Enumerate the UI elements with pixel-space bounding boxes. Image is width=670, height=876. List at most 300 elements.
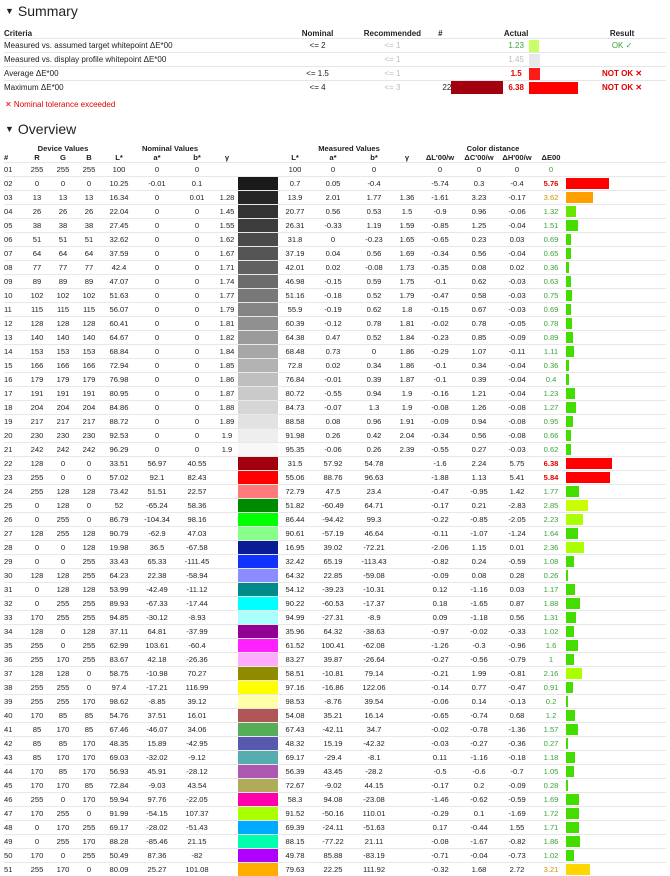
nominal-a: 0 bbox=[136, 373, 178, 387]
color-swatch bbox=[238, 401, 278, 415]
g-value: 255 bbox=[50, 527, 76, 541]
nominal-a: 0 bbox=[136, 219, 178, 233]
delta-h: 1.55 bbox=[498, 821, 536, 835]
delta-e: 0.95 bbox=[536, 415, 566, 429]
sample-index: 02 bbox=[4, 177, 24, 191]
nominal-gamma bbox=[216, 793, 238, 807]
delta-h: -0.03 bbox=[498, 443, 536, 457]
measured-l: 68.48 bbox=[278, 345, 312, 359]
result-cell: OK ✓ bbox=[578, 39, 666, 53]
sample-swatch-cell bbox=[451, 53, 503, 67]
delta-c: 0.62 bbox=[460, 275, 498, 289]
measured-gamma bbox=[394, 177, 420, 191]
delta-e: 0.28 bbox=[536, 779, 566, 793]
measured-b: 79.14 bbox=[354, 667, 394, 681]
nominal-gamma: 1.55 bbox=[216, 219, 238, 233]
nominal-a: 25.27 bbox=[136, 863, 178, 876]
nominal-gamma: 1.85 bbox=[216, 359, 238, 373]
delta-l: -0.47 bbox=[420, 485, 460, 499]
sample-index: 01 bbox=[4, 163, 24, 177]
g-value: 204 bbox=[50, 401, 76, 415]
r-value: 204 bbox=[24, 401, 50, 415]
g-value: 0 bbox=[50, 793, 76, 807]
measured-a-col-header: a* bbox=[312, 153, 354, 163]
delta-e-bar bbox=[566, 654, 574, 665]
delta-e-bar-cell bbox=[566, 709, 666, 723]
delta-h: -0.81 bbox=[498, 667, 536, 681]
nominal-b: 0 bbox=[178, 401, 216, 415]
measured-a: 0.56 bbox=[312, 205, 354, 219]
measured-a: 0.08 bbox=[312, 415, 354, 429]
b-value: 255 bbox=[76, 611, 102, 625]
b-value: 179 bbox=[76, 373, 102, 387]
measured-gamma: 1.86 bbox=[394, 359, 420, 373]
r-value: 85 bbox=[24, 737, 50, 751]
overview-row bbox=[4, 681, 666, 695]
nominal-b-col-header: b* bbox=[178, 153, 216, 163]
measured-a: 35.21 bbox=[312, 709, 354, 723]
nominal-l: 94.85 bbox=[102, 611, 136, 625]
measured-a: -0.07 bbox=[312, 401, 354, 415]
delta-e-bar-cell bbox=[566, 499, 666, 513]
overview-row bbox=[4, 373, 666, 387]
measured-gamma bbox=[394, 639, 420, 653]
color-swatch bbox=[238, 597, 278, 611]
nominal-a: 0 bbox=[136, 317, 178, 331]
delta-c: 0.58 bbox=[460, 289, 498, 303]
measured-gamma: 1.91 bbox=[394, 415, 420, 429]
nominal-l: 91.99 bbox=[102, 807, 136, 821]
delta-h: -1.69 bbox=[498, 807, 536, 821]
nominal-b: 0 bbox=[178, 443, 216, 457]
sample-index: 51 bbox=[4, 863, 24, 876]
delta-e: 5.76 bbox=[536, 177, 566, 191]
nominal-b: 70.27 bbox=[178, 667, 216, 681]
nominal-a: -104.34 bbox=[136, 513, 178, 527]
r-value: 89 bbox=[24, 275, 50, 289]
r-value: 255 bbox=[24, 471, 50, 485]
sample-index: 30 bbox=[4, 569, 24, 583]
nominal-a: 92.1 bbox=[136, 471, 178, 485]
r-value: 242 bbox=[24, 443, 50, 457]
delta-e: 1.64 bbox=[536, 527, 566, 541]
measured-a: -0.33 bbox=[312, 219, 354, 233]
nominal-gamma: 1.9 bbox=[216, 443, 238, 457]
delta-e: 1.32 bbox=[536, 205, 566, 219]
delta-e-bar bbox=[566, 304, 571, 315]
delta-e-bar-cell bbox=[566, 401, 666, 415]
collapse-triangle-icon[interactable]: ▼ bbox=[5, 124, 14, 134]
r-value: 0 bbox=[24, 499, 50, 513]
overview-row bbox=[4, 793, 666, 807]
measured-a: -60.53 bbox=[312, 597, 354, 611]
r-value: 26 bbox=[24, 205, 50, 219]
measured-gamma bbox=[394, 835, 420, 849]
measured-a: -8.76 bbox=[312, 695, 354, 709]
r-value: 85 bbox=[24, 751, 50, 765]
nominal-b: -22.05 bbox=[178, 793, 216, 807]
r-value: 179 bbox=[24, 373, 50, 387]
delta-e-bar-cell bbox=[566, 751, 666, 765]
measured-gamma: 1.8 bbox=[394, 303, 420, 317]
g-value: 77 bbox=[50, 261, 76, 275]
device-values-header: Device Values bbox=[24, 144, 102, 153]
delta-h: -0.04 bbox=[498, 247, 536, 261]
overview-row bbox=[4, 275, 666, 289]
measured-a: -0.55 bbox=[312, 387, 354, 401]
g-value: 0 bbox=[50, 457, 76, 471]
r-value: 170 bbox=[24, 765, 50, 779]
delta-h: -0.03 bbox=[498, 275, 536, 289]
nominal-cell bbox=[280, 53, 356, 67]
actual-bar-cell bbox=[529, 81, 578, 95]
overview-heading[interactable] bbox=[5, 120, 670, 138]
delta-e-bar bbox=[566, 206, 576, 217]
delta-c: 0.2 bbox=[460, 779, 498, 793]
delta-h: -0.11 bbox=[498, 345, 536, 359]
measured-a: -77.22 bbox=[312, 835, 354, 849]
summary-header-row bbox=[4, 28, 666, 39]
r-value: 230 bbox=[24, 429, 50, 443]
nominal-a-col-header: a* bbox=[136, 153, 178, 163]
nominal-l: 50.49 bbox=[102, 849, 136, 863]
nominal-a: 87.36 bbox=[136, 849, 178, 863]
g-col-header: G bbox=[50, 153, 76, 163]
actual-bar bbox=[529, 68, 540, 80]
delta-e: 1.18 bbox=[536, 751, 566, 765]
delta-l: 0.09 bbox=[420, 611, 460, 625]
g-value: 38 bbox=[50, 219, 76, 233]
nominal-gamma bbox=[216, 863, 238, 876]
measured-gamma bbox=[394, 667, 420, 681]
collapse-triangle-icon[interactable]: ▼ bbox=[5, 6, 14, 16]
measured-b: 0.59 bbox=[354, 275, 394, 289]
delta-l: -0.65 bbox=[420, 233, 460, 247]
measured-l: 72.67 bbox=[278, 779, 312, 793]
delta-h: 0.02 bbox=[498, 261, 536, 275]
delta-c: 0.3 bbox=[460, 177, 498, 191]
delta-e: 0.89 bbox=[536, 331, 566, 345]
g-value: 0 bbox=[50, 471, 76, 485]
g-value: 217 bbox=[50, 415, 76, 429]
delta-e-bar bbox=[566, 682, 573, 693]
nominal-l: 27.45 bbox=[102, 219, 136, 233]
overview-row bbox=[4, 387, 666, 401]
nominal-gamma bbox=[216, 177, 238, 191]
nominal-gamma: 1.62 bbox=[216, 233, 238, 247]
overview-group-header-row bbox=[4, 144, 666, 153]
measured-gamma bbox=[394, 485, 420, 499]
sample-index: 46 bbox=[4, 793, 24, 807]
actual-bar-cell bbox=[529, 67, 578, 81]
nominal-b: 0 bbox=[178, 163, 216, 177]
sample-index: 31 bbox=[4, 583, 24, 597]
nominal-l: 68.84 bbox=[102, 345, 136, 359]
r-value: 170 bbox=[24, 807, 50, 821]
summary-heading[interactable] bbox=[5, 2, 670, 20]
delta-e-col-header: ΔE00 bbox=[536, 153, 566, 163]
b-value: 170 bbox=[76, 793, 102, 807]
sample-index: 35 bbox=[4, 639, 24, 653]
measured-l: 94.99 bbox=[278, 611, 312, 625]
delta-l: -0.1 bbox=[420, 373, 460, 387]
color-swatch bbox=[238, 191, 278, 205]
r-value: 0 bbox=[24, 513, 50, 527]
delta-h: -0.09 bbox=[498, 779, 536, 793]
delta-c: 0.94 bbox=[460, 415, 498, 429]
measured-a: 100.41 bbox=[312, 639, 354, 653]
measured-a: 39.87 bbox=[312, 653, 354, 667]
criteria-cell: Measured vs. assumed target whitepoint ΔE*00 bbox=[4, 39, 280, 53]
delta-e-bar bbox=[566, 668, 582, 679]
delta-e: 1.05 bbox=[536, 765, 566, 779]
measured-a: -0.15 bbox=[312, 275, 354, 289]
nominal-gamma: 1.84 bbox=[216, 345, 238, 359]
delta-c: -0.44 bbox=[460, 821, 498, 835]
delta-c: 1.21 bbox=[460, 387, 498, 401]
r-value: 102 bbox=[24, 289, 50, 303]
delta-l: 0 bbox=[420, 163, 460, 177]
delta-l: -0.15 bbox=[420, 303, 460, 317]
b-value: 140 bbox=[76, 331, 102, 345]
measured-gamma: 1.5 bbox=[394, 205, 420, 219]
delta-e: 1.6 bbox=[536, 639, 566, 653]
delta-h: -0.7 bbox=[498, 765, 536, 779]
measured-l: 69.17 bbox=[278, 751, 312, 765]
delta-e-bar-cell bbox=[566, 807, 666, 821]
measured-gamma bbox=[394, 541, 420, 555]
nominal-a: -10.98 bbox=[136, 667, 178, 681]
measured-gamma: 1.87 bbox=[394, 373, 420, 387]
nominal-a: 0 bbox=[136, 443, 178, 457]
nominal-a: 0 bbox=[136, 205, 178, 219]
delta-l: 0.12 bbox=[420, 583, 460, 597]
r-value: 51 bbox=[24, 233, 50, 247]
delta-e-bar-cell bbox=[566, 779, 666, 793]
b-value: 230 bbox=[76, 429, 102, 443]
delta-l: 0.18 bbox=[420, 597, 460, 611]
nominal-a: -0.01 bbox=[136, 177, 178, 191]
g-value: 128 bbox=[50, 499, 76, 513]
g-value: 140 bbox=[50, 331, 76, 345]
overview-row bbox=[4, 723, 666, 737]
r-value: 255 bbox=[24, 639, 50, 653]
overview-row bbox=[4, 289, 666, 303]
measured-l: 90.22 bbox=[278, 597, 312, 611]
nominal-l: 90.79 bbox=[102, 527, 136, 541]
measured-a: -94.42 bbox=[312, 513, 354, 527]
nominal-a: 0 bbox=[136, 289, 178, 303]
nominal-a: 0 bbox=[136, 163, 178, 177]
nominal-l: 56.07 bbox=[102, 303, 136, 317]
nominal-l: 92.53 bbox=[102, 429, 136, 443]
delta-e: 0 bbox=[536, 163, 566, 177]
delta-e-bar-cell bbox=[566, 219, 666, 233]
delta-e-bar-cell bbox=[566, 653, 666, 667]
measured-l: 83.27 bbox=[278, 653, 312, 667]
actual-bar-cell bbox=[529, 39, 578, 53]
measured-gamma bbox=[394, 625, 420, 639]
overview-row bbox=[4, 569, 666, 583]
measured-a: -16.86 bbox=[312, 681, 354, 695]
delta-h: -0.18 bbox=[498, 751, 536, 765]
delta-l: -0.65 bbox=[420, 709, 460, 723]
measured-b: 1.3 bbox=[354, 401, 394, 415]
b-value: 128 bbox=[76, 317, 102, 331]
delta-e: 0.26 bbox=[536, 569, 566, 583]
g-value: 170 bbox=[50, 751, 76, 765]
overview-row bbox=[4, 863, 666, 876]
delta-l: -0.32 bbox=[420, 863, 460, 876]
color-swatch bbox=[238, 611, 278, 625]
delta-c: 0.14 bbox=[460, 695, 498, 709]
measured-b: 0 bbox=[354, 345, 394, 359]
nominal-b: 0 bbox=[178, 233, 216, 247]
b-value: 191 bbox=[76, 387, 102, 401]
measured-l: 46.98 bbox=[278, 275, 312, 289]
delta-h: -0.59 bbox=[498, 793, 536, 807]
measured-a: 0.02 bbox=[312, 359, 354, 373]
sample-index: 09 bbox=[4, 275, 24, 289]
measured-gamma bbox=[394, 471, 420, 485]
measured-l: 76.84 bbox=[278, 373, 312, 387]
sample-index: 25 bbox=[4, 499, 24, 513]
result-cell bbox=[578, 53, 666, 67]
actual-bar bbox=[529, 40, 539, 52]
measured-a: 0.47 bbox=[312, 331, 354, 345]
delta-e-bar-cell bbox=[566, 555, 666, 569]
color-swatch bbox=[238, 205, 278, 219]
color-swatch bbox=[238, 303, 278, 317]
measured-b: -17.37 bbox=[354, 597, 394, 611]
g-value: 89 bbox=[50, 275, 76, 289]
delta-h: -0.05 bbox=[498, 317, 536, 331]
sample-index: 38 bbox=[4, 681, 24, 695]
delta-h: -0.06 bbox=[498, 205, 536, 219]
measured-l: 58.3 bbox=[278, 793, 312, 807]
delta-e: 2.16 bbox=[536, 667, 566, 681]
nominal-b: -67.58 bbox=[178, 541, 216, 555]
r-value: 166 bbox=[24, 359, 50, 373]
nominal-l: 59.94 bbox=[102, 793, 136, 807]
nominal-gamma: 1.82 bbox=[216, 331, 238, 345]
g-value: 255 bbox=[50, 807, 76, 821]
overview-row bbox=[4, 807, 666, 821]
nominal-a: -42.49 bbox=[136, 583, 178, 597]
delta-e: 1.27 bbox=[536, 401, 566, 415]
actual-bar-cell bbox=[529, 53, 578, 67]
delta-l: 0.17 bbox=[420, 821, 460, 835]
nominal-gamma bbox=[216, 723, 238, 737]
r-value: 170 bbox=[24, 779, 50, 793]
measured-a: -24.11 bbox=[312, 821, 354, 835]
overview-section bbox=[0, 120, 670, 876]
nominal-b: -82 bbox=[178, 849, 216, 863]
g-value: 13 bbox=[50, 191, 76, 205]
sample-index: 16 bbox=[4, 373, 24, 387]
summary-row bbox=[4, 53, 666, 67]
color-swatch bbox=[238, 415, 278, 429]
g-value: 115 bbox=[50, 303, 76, 317]
delta-e-bar-cell bbox=[566, 835, 666, 849]
measured-gamma: 1.73 bbox=[394, 261, 420, 275]
sample-number-cell bbox=[429, 67, 451, 81]
nominal-a: 103.61 bbox=[136, 639, 178, 653]
measured-l: 84.73 bbox=[278, 401, 312, 415]
delta-e-bar-cell bbox=[566, 611, 666, 625]
sample-index: 03 bbox=[4, 191, 24, 205]
sample-swatch-cell bbox=[451, 81, 503, 95]
sample-index: 41 bbox=[4, 723, 24, 737]
nominal-b: 0 bbox=[178, 359, 216, 373]
delta-c: -1.65 bbox=[460, 597, 498, 611]
delta-c: -1.16 bbox=[460, 583, 498, 597]
delta-c: 0.56 bbox=[460, 247, 498, 261]
measured-b: 0 bbox=[354, 163, 394, 177]
g-value: 85 bbox=[50, 709, 76, 723]
nominal-a: -54.15 bbox=[136, 807, 178, 821]
nominal-a: 0 bbox=[136, 233, 178, 247]
delta-e-bar-cell bbox=[566, 177, 666, 191]
nominal-l: 69.03 bbox=[102, 751, 136, 765]
measured-b: 0.52 bbox=[354, 331, 394, 345]
nominal-l: 51.63 bbox=[102, 289, 136, 303]
measured-a: 22.85 bbox=[312, 569, 354, 583]
measured-a: 0.26 bbox=[312, 429, 354, 443]
nominal-gamma bbox=[216, 835, 238, 849]
nominal-gamma: 1.79 bbox=[216, 303, 238, 317]
delta-h: -2.83 bbox=[498, 499, 536, 513]
delta-e-bar bbox=[566, 360, 569, 371]
b-value: 128 bbox=[76, 625, 102, 639]
delta-e-bar bbox=[566, 374, 569, 385]
result-header: Result bbox=[578, 28, 666, 39]
actual-cell: 6.38 bbox=[503, 81, 529, 95]
nominal-gamma bbox=[216, 821, 238, 835]
sample-index: 18 bbox=[4, 401, 24, 415]
nominal-gamma bbox=[216, 765, 238, 779]
delta-c: 0.67 bbox=[460, 303, 498, 317]
measured-b: 0.96 bbox=[354, 415, 394, 429]
actual-cell: 1.23 bbox=[503, 39, 529, 53]
measured-a: -10.81 bbox=[312, 667, 354, 681]
measured-l: 16.95 bbox=[278, 541, 312, 555]
measured-l: 69.39 bbox=[278, 821, 312, 835]
nominal-b: 34.06 bbox=[178, 723, 216, 737]
delta-h: 0.28 bbox=[498, 569, 536, 583]
sample-index: 22 bbox=[4, 457, 24, 471]
r-value: 255 bbox=[24, 793, 50, 807]
b-value: 255 bbox=[76, 639, 102, 653]
delta-l: -1.61 bbox=[420, 191, 460, 205]
delta-l: -5.74 bbox=[420, 177, 460, 191]
nominal-a: 0 bbox=[136, 387, 178, 401]
b-value: 128 bbox=[76, 583, 102, 597]
g-value: 128 bbox=[50, 667, 76, 681]
delta-h: -0.4 bbox=[498, 177, 536, 191]
g-value: 170 bbox=[50, 653, 76, 667]
delta-e-bar-cell bbox=[566, 569, 666, 583]
measured-gamma bbox=[394, 555, 420, 569]
summary-row bbox=[4, 81, 666, 95]
delta-e-bar bbox=[566, 822, 579, 833]
nominal-b: -42.95 bbox=[178, 737, 216, 751]
nominal-gamma bbox=[216, 163, 238, 177]
b-value: 26 bbox=[76, 205, 102, 219]
r-value: 255 bbox=[24, 653, 50, 667]
delta-e-bar bbox=[566, 178, 609, 189]
measured-b: -8.9 bbox=[354, 611, 394, 625]
